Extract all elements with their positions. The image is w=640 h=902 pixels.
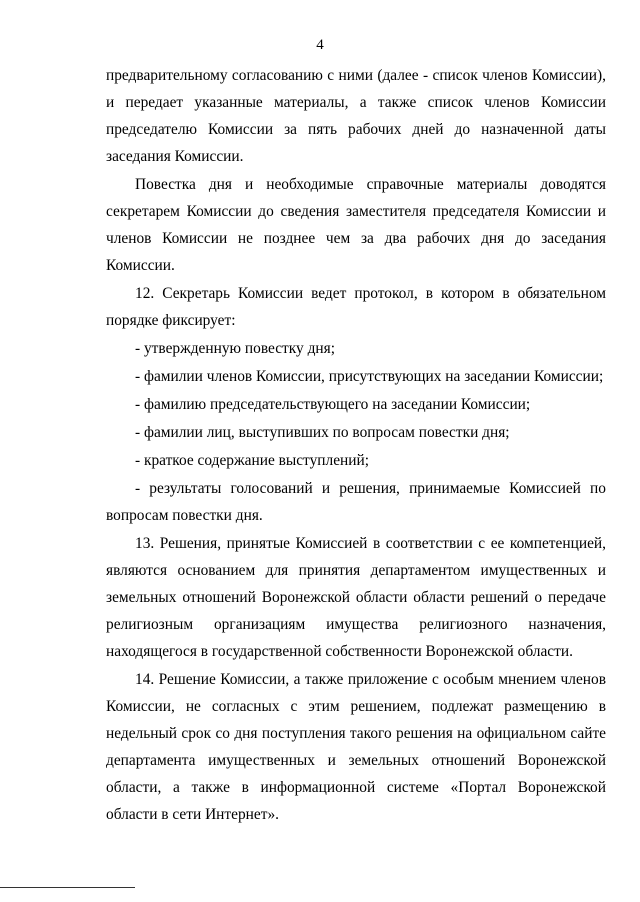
paragraph-14: 14. Решение Комиссии, а также приложение с особым мнением членов Комиссии, не согласных с этим решением, подлежат размещению в недельный срок со дня поступления такого решения на официальном сайте департамента имущественных и земельных отношений Воронежской области, а также в информационной системе «Портал Воронежской области в сети Интернет». [106,671,606,823]
page-number: 4 [316,37,324,53]
list-item: - утвержденную повестку дня; [135,340,336,357]
paragraph-13: 13. Решения, принятые Комиссией в соответствии с ее компетенцией, являются основанием для принятия департаментом имущественных и земельных отношений Воронежской области области решений о передаче религиозным организациям имущества религиозного назначения, находящегося в государственной собственности Воронежской области. [106,535,606,660]
list-item: - краткое содержание выступлений; [135,452,370,469]
list-item: - результаты голосований и решения, принимаемые Комиссией по вопросам повестки дня. [106,480,606,524]
paragraph-continuation: предварительному согласованию с ними (далее - список членов Комиссии), и передает указанные материалы, а также список членов Комиссии председателю Комиссии за пять рабочих дней до назначенной даты заседания Комиссии. [106,67,606,165]
paragraph-agenda: Повестка дня и необходимые справочные материалы доводятся секретарем Комиссии до сведения заместителя председателя Комиссии и членов Комиссии не позднее чем за два рабочих дня до заседания Комиссии. [106,176,606,274]
document-body [106,62,606,829]
list-item: - фамилии членов Комиссии, присутствующих на заседании Комиссии; [135,368,604,385]
paragraph-12: 12. Секретарь Комиссии ведет протокол, в котором в обязательном порядке фиксирует: [106,285,606,329]
footer-divider [0,887,135,888]
list-item: - фамилии лиц, выступивших по вопросам повестки дня; [135,424,510,441]
list-item: - фамилию председательствующего на заседании Комиссии; [135,396,531,413]
